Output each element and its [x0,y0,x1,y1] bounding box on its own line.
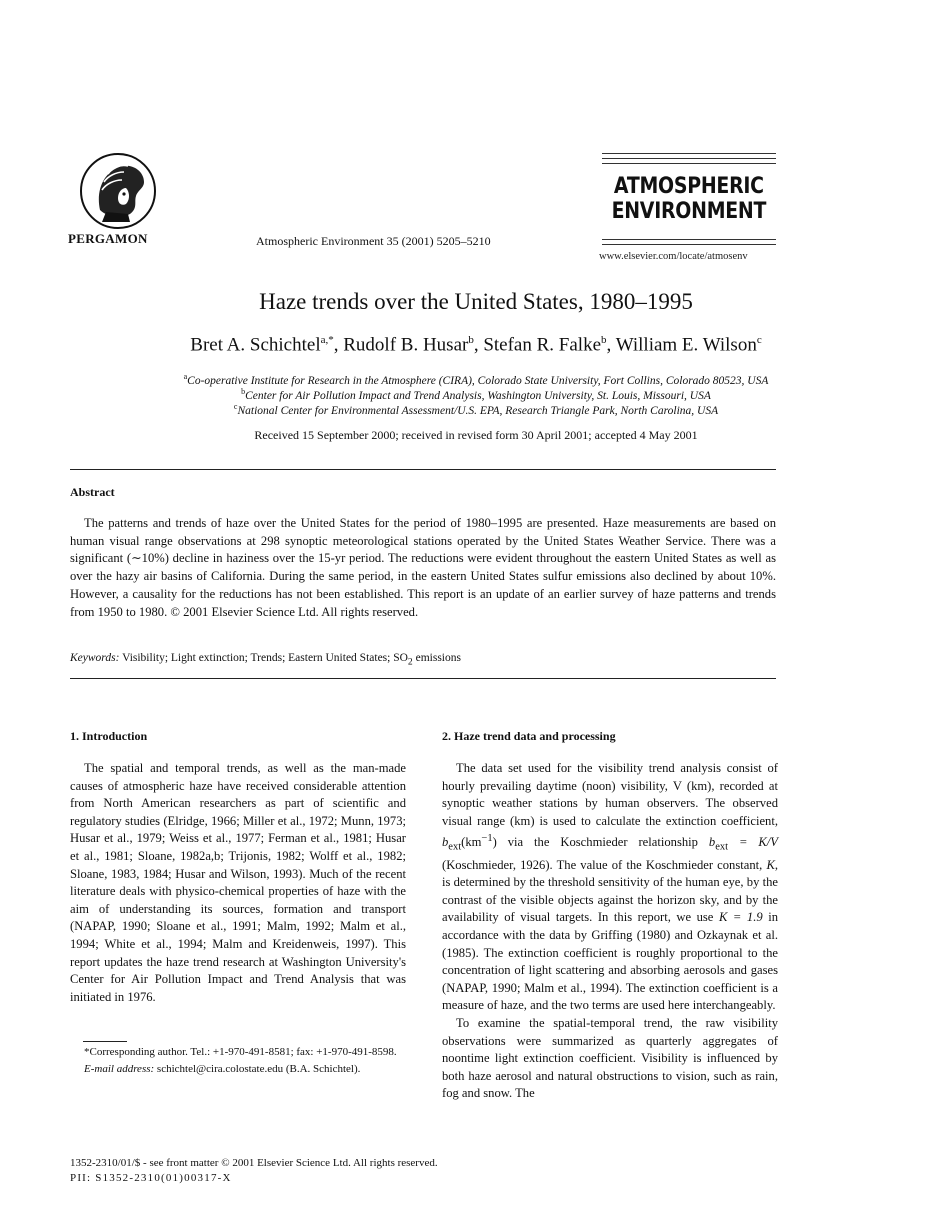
author-name: William E. Wilson [615,334,757,356]
author-sup: b [601,334,607,346]
affiliation-text: National Center for Environmental Assessment/U.S. EPA, Research Triangle Park, North Carolina, USA [237,404,719,417]
text-run: (km [461,835,482,850]
paragraph: The spatial and temporal trends, as well as the man-made causes of atmospheric haze have received considerable attention from North American researchers as part of scientific and regulatory studies (Elridge, 1966; Miller et al., 1972; Munn, 1973; Husar et al., 1979; Weiss et al., 1977; Ferman et al., 1981; Husar et al., 1981; Sloane, 1982a,b; Trijonis, 1982; Wolff et al., 1982; Sloane, 1983, 1984; Husar and Wilson, 1993). Much of the recent literature deals with physico-chemical properties of haze with the aim of understanding its sources, formation and transport (NAPAP, 1990; Sloane et al., 1991; Malm, 1992; Malm et al., 1994; White et al., 1994; Malm and Kreidenweis, 1997). This report updates the haze trend research at Washington University's Center for Air Pollution Impact and Trend Analysis that was initiated in 1976. [70,761,406,1004]
affiliation-a [56,372,896,387]
math-subscript: ext [715,842,729,854]
rule-below-abstract [70,678,776,679]
paper-title: Haze trends over the United States, 1980–1995 [259,289,693,314]
author-name: Bret A. Schichtel [190,334,321,356]
math-subscript: ext [448,842,462,854]
journal-url[interactable]: www.elsevier.com/locate/atmosenv [599,251,748,262]
text-run: (Koschmieder, 1926). The value of the Koschmieder constant, [442,857,767,872]
author-sup: b [468,334,474,346]
rule-above-abstract [70,469,776,470]
paragraph: To examine the spatial-temporal trend, the raw visibility observations were summarized as quarterly aggregates of noontime light extinction coefficient. Visibility is influenced by both haze aerosol and natural obstructions to vision, such as rain, fog and snow. The [442,1016,778,1101]
journal-wordmark-line1: ATMOSPHERIC [613,174,764,199]
text-run: , is determined by the threshold sensitivity of the human eye, by the contrast of the visible objects against the horizon sky, and by the availability of visual targets. In this report, we use [442,857,778,925]
abstract-text: The patterns and trends of haze over the United States for the period of 1980–1995 are presented. Haze measurements are based on human visual range observations at 298 synoptic meteorological stations operated by the United States Weather Service. There was a significant (∼10%) decline in haziness over the 15-yr period. The reductions were evident throughout the eastern United States as well as over the hazy air basins of California. During the same period, in the eastern United States sulfur emissions also declined by about 10%. However, a causality for the reductions has not been established. This report is an update of an earlier survey of haze patterns and trends from 1950 to 1980. © 2001 Elsevier Science Ltd. All rights reserved. [70,516,776,619]
affiliation-b [56,387,896,402]
paragraph [442,760,778,1015]
journal-rule-bottom-1 [602,239,776,240]
keywords-label: Keywords: [70,652,120,664]
footnote-email [70,1061,406,1078]
journal-rule-bottom-2 [602,244,776,245]
introduction-body [70,760,406,1006]
keywords-sub: 2 [407,656,413,668]
footnote-rule [83,1041,127,1042]
journal-rule-top-2 [602,158,776,159]
journal-citation: Atmospheric Environment 35 (2001) 5205–5210 [256,234,491,248]
math-expression: K = 1.9 [718,910,763,925]
front-matter [70,1156,438,1186]
keywords-text: Visibility; Light extinction; Trends; Eastern United States; SO [122,652,408,664]
email-address[interactable]: schichtel@cira.colostate.edu (B.A. Schichtel). [156,1063,361,1075]
journal-wordmark [602,174,776,224]
math-superscript: −1 [481,833,493,845]
journal-rule-top-1 [602,153,776,154]
text-run: ) via the Koschmieder relationship [492,835,709,850]
affiliation-c [56,402,896,417]
publisher-logo [78,152,156,230]
footnote-corresponding: *Corresponding author. Tel.: +1-970-491-8581; fax: +1-970-491-8598. [84,1046,397,1058]
email-label: E-mail address: [84,1063,155,1075]
author-sup: a,* [320,334,334,346]
keywords-text-after: emissions [412,652,461,664]
affiliation-text: Co-operative Institute for Research in the Atmosphere (CIRA), Colorado State University, Fort Collins, Colorado 80523, USA [187,374,769,387]
affiliation-sup: c [233,402,238,411]
author-name: Rudolf B. Husar [343,334,469,356]
author-list: Bret A. Schichtel$^{a,*}$, Rudolf B. Husar$^b$, Stefan R. Falke$^b$, William E. Wilson$^c$ [190,334,762,356]
footnote [70,1044,406,1078]
data-section-body [442,760,778,1103]
publisher-name: PERGAMON [68,231,148,246]
helmet-head-icon [78,152,156,230]
front-matter-line: 1352-2310/01/$ - see front matter © 2001 Elsevier Science Ltd. All rights reserved. [70,1157,438,1169]
author-name: Stefan R. Falke [483,334,602,356]
section-heading-introduction: 1. Introduction [70,729,148,743]
math-symbol: K [766,857,775,872]
abstract-heading: Abstract [70,485,115,499]
keywords [70,652,461,667]
affiliation-sup: a [183,372,188,381]
pii: PII: S1352-2310(01)00317-X [70,1172,232,1184]
text-run: The data set used for the visibility trend analysis consist of hourly prevailing daytime (noon) visibility, V (km), recorded at synoptic weather stations by human observers. The observed visual range (km) is used to calculate the extinction coefficient, [442,761,778,828]
author-sup: c [756,334,762,346]
received-dates: Received 15 September 2000; received in revised form 30 April 2001; accepted 4 May 2001 [254,428,698,442]
section-heading-data: 2. Haze trend data and processing [442,729,616,743]
affiliation-sup: b [241,387,246,396]
math-symbol: b [708,835,716,850]
affiliation-text: Center for Air Pollution Impact and Trend Analysis, Washington University, St. Louis, Missouri, USA [245,389,711,402]
journal-rule-top-3 [602,163,776,164]
math-expression: = K/V [738,835,779,850]
text-run: in accordance with the data by Griffing (1980) and Ozkaynak et al. (1985). The extinction coefficient is roughly proportional to the concentration of light scattering and absorbing aerosols and gases (NAPAP, 1990; Malm et al., 1994). The extinction coefficient is a measure of haze, and the two terms are used here interchangeably. [442,910,778,1013]
math-symbol: b [442,835,449,850]
journal-wordmark-line2: ENVIRONMENT [611,199,767,224]
